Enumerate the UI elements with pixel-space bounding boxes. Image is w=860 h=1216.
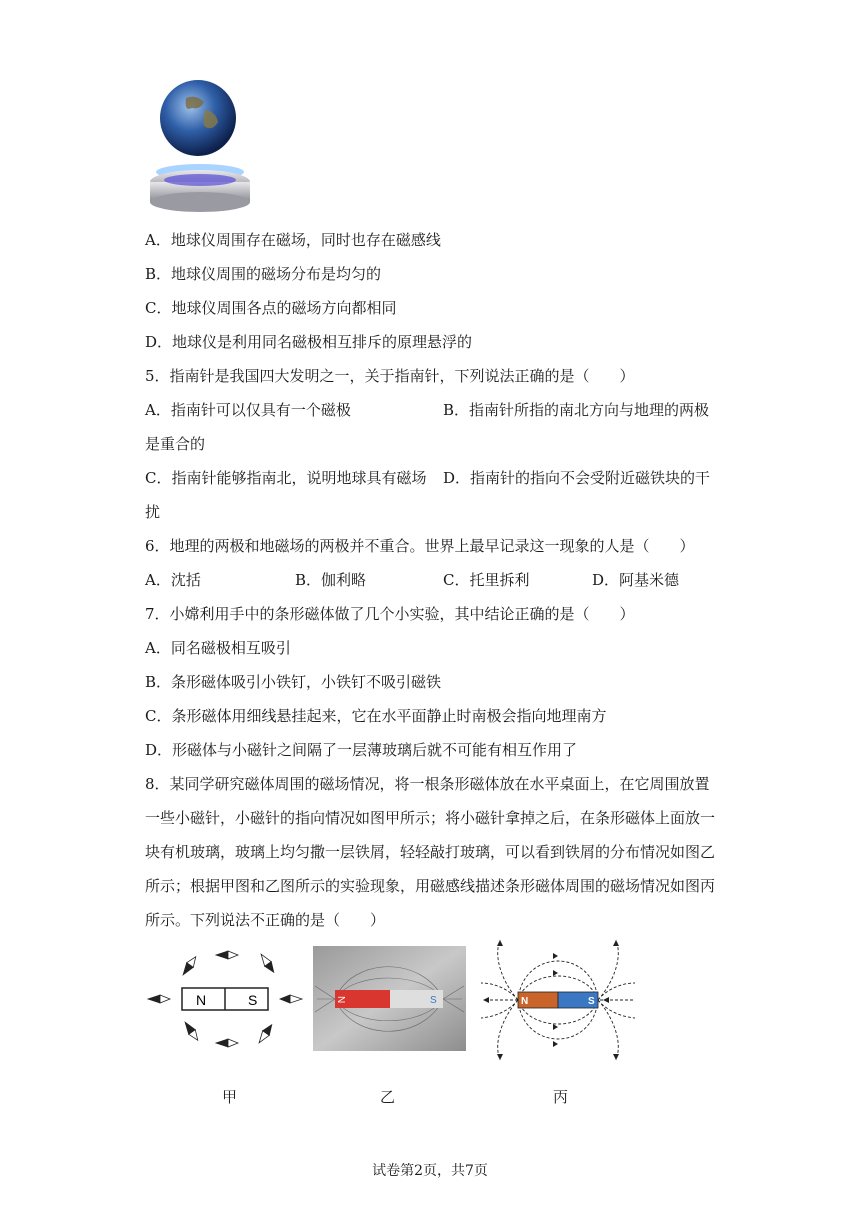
field-n-label: N <box>521 996 529 1007</box>
q6-option-a: A．沈括 <box>145 571 201 589</box>
figure-yi-iron-filings-photo <box>313 946 466 1051</box>
figure-jia-compass-needles <box>140 940 310 1055</box>
q7-stem: 7．小嫦利用手中的条形磁体做了几个小实验，其中结论正确的是（ ） <box>145 605 635 623</box>
q5-row-cd <box>145 468 711 488</box>
q4-option-b: B．地球仪周围的磁场分布是均匀的 <box>145 265 382 283</box>
q5-option-c: C．指南针能够指南北，说明地球具有磁场 <box>145 469 427 487</box>
magnet-n-label: N <box>196 992 207 1008</box>
q7-option-b: B．条形磁体吸引小铁钉，小铁钉不吸引磁铁 <box>145 673 442 691</box>
q5-option-b-cont: 是重合的 <box>145 435 206 453</box>
compass-needle-icon <box>280 995 302 1003</box>
q5-option-d-cont: 扰 <box>145 503 161 521</box>
q6-option-c: C．托里拆利 <box>443 571 530 589</box>
q5-stem: 5．指南针是我国四大发明之一，关于指南针，下列说法正确的是（ ） <box>145 367 635 385</box>
q7-option-d: D．形磁体与小磁针之间隔了一层薄玻璃后就不可能有相互作用了 <box>145 741 578 759</box>
figure-bing-field-lines <box>478 938 638 1063</box>
q4-option-d: D．地球仪是利用同名磁极相互排斥的原理悬浮的 <box>145 333 473 351</box>
q7-option-c: C．条形磁体用细线悬挂起来，它在水平面静止时南极会指向地理南方 <box>145 707 607 725</box>
q6-stem: 6．地理的两极和地磁场的两极并不重合。世界上最早记录这一现象的人是（ ） <box>145 537 695 555</box>
q8-line-5: 所示。下列说法不正确的是（ ） <box>145 911 386 929</box>
compass-needle-icon <box>216 1039 238 1047</box>
magnet-s-label: S <box>248 992 258 1008</box>
q4-option-a: A．地球仪周围存在磁场，同时也存在磁感线 <box>145 231 441 249</box>
q8-line-4: 所示；根据甲图和乙图所示的实验现象，用磁感线描述条形磁体周围的磁场情况如图丙 <box>145 877 716 895</box>
compass-needle-icon <box>216 951 238 959</box>
q5-row-ab <box>145 400 710 420</box>
photo-n-label: N <box>335 996 346 1004</box>
field-s-label: S <box>588 996 595 1007</box>
compass-needle-icon <box>148 995 170 1003</box>
levitating-globe-image <box>148 80 258 220</box>
q5-option-a: A．指南针可以仅具有一个磁极 <box>145 401 351 419</box>
q8-line-2: 一些小磁针，小磁针的指向情况如图甲所示；将小磁针拿掉之后，在条形磁体上面放一 <box>145 809 716 827</box>
photo-s-label: S <box>430 995 437 1006</box>
compass-needle-icon <box>256 1023 275 1046</box>
q5-option-d: D．指南针的指向不会受附近磁铁块的干 <box>443 469 711 487</box>
q5-option-b: B．指南针所指的南北方向与地理的两极 <box>443 401 710 419</box>
caption-yi: 乙 <box>380 1088 396 1106</box>
q6-option-d: D．阿基米德 <box>592 571 680 589</box>
caption-bing: 丙 <box>553 1088 569 1106</box>
compass-needle-icon <box>182 1020 201 1043</box>
q4-option-c: C．地球仪周围各点的磁场方向都相同 <box>145 299 397 317</box>
q8-line-3: 块有机玻璃，玻璃上均匀撒一层铁屑，轻轻敲打玻璃，可以看到铁屑的分布情况如图乙 <box>145 843 716 861</box>
q6-option-b: B．伽利略 <box>295 571 367 589</box>
caption-jia: 甲 <box>222 1088 238 1106</box>
q8-line-1: 8．某同学研究磁体周围的磁场情况，将一根条形磁体放在水平桌面上，在它周围放置 <box>145 775 710 793</box>
compass-needle-icon <box>258 952 277 975</box>
q7-option-a: A．同名磁极相互吸引 <box>145 639 291 657</box>
compass-needle-icon <box>180 955 199 978</box>
page-footer: 试卷第2页，共7页 <box>372 1163 488 1179</box>
